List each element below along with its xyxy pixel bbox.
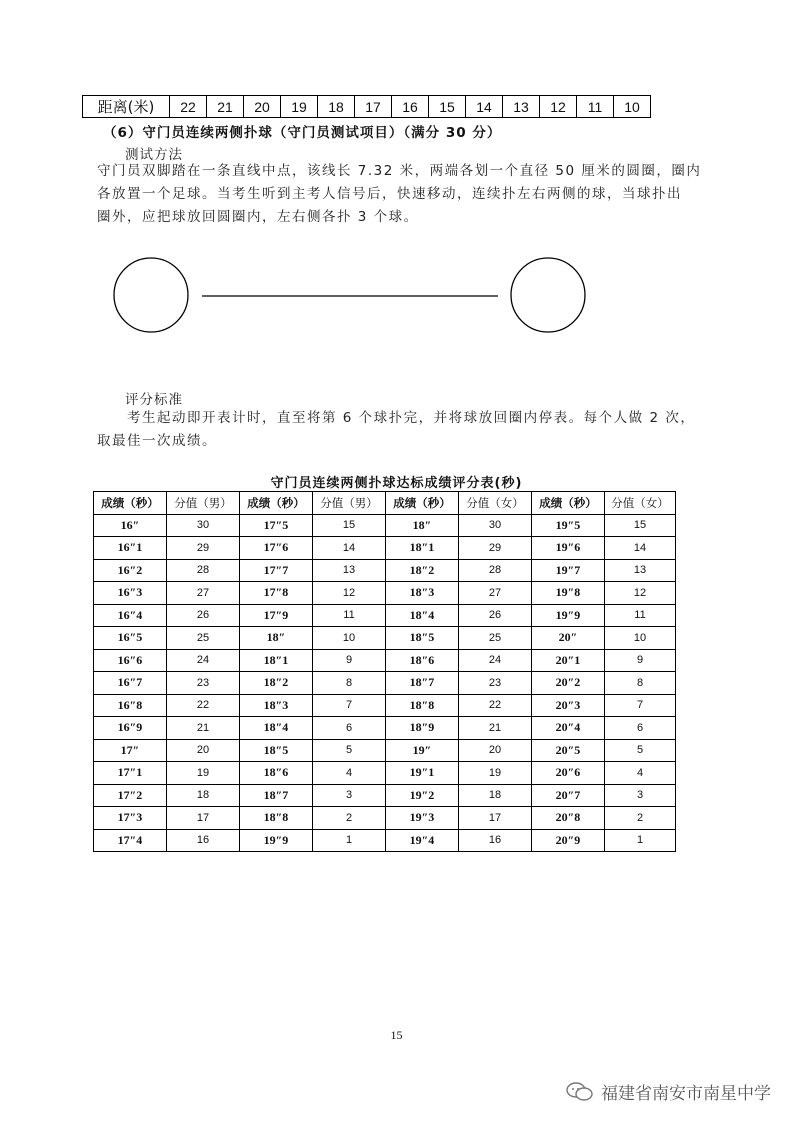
time-cell: 16″7 xyxy=(94,672,167,695)
score-cell: 21 xyxy=(167,717,240,740)
time-cell: 20″9 xyxy=(532,829,605,852)
score-cell: 2 xyxy=(313,807,386,830)
distance-cell: 11 xyxy=(577,96,614,118)
time-cell: 17″6 xyxy=(240,537,313,560)
time-cell: 16″5 xyxy=(94,627,167,650)
time-cell: 16″8 xyxy=(94,694,167,717)
distance-cell: 16 xyxy=(392,96,429,118)
left-circle xyxy=(114,258,188,332)
score-cell: 24 xyxy=(459,649,532,672)
time-cell: 18″2 xyxy=(386,559,459,582)
field-diagram xyxy=(110,255,590,337)
score-table-header xyxy=(94,492,676,515)
time-cell: 17″4 xyxy=(94,829,167,852)
watermark xyxy=(565,1079,771,1104)
score-cell: 14 xyxy=(605,537,676,560)
time-cell: 19″8 xyxy=(532,582,605,605)
time-cell: 20″8 xyxy=(532,807,605,830)
distance-cell: 10 xyxy=(614,96,651,118)
distance-cell: 22 xyxy=(170,96,207,118)
score-cell: 27 xyxy=(459,582,532,605)
time-cell: 20″1 xyxy=(532,649,605,672)
score-cell: 3 xyxy=(313,784,386,807)
right-circle xyxy=(511,258,585,332)
distance-table xyxy=(82,95,651,118)
time-cell: 17″ xyxy=(94,739,167,762)
score-cell: 22 xyxy=(459,694,532,717)
score-cell: 18 xyxy=(459,784,532,807)
section-title: （6）守门员连续两侧扑球（守门员测试项目）（满分 30 分） xyxy=(103,125,502,141)
table-row xyxy=(94,582,676,605)
score-cell: 7 xyxy=(605,694,676,717)
time-cell: 19″2 xyxy=(386,784,459,807)
score-cell: 13 xyxy=(313,559,386,582)
scoring-line: 考生起动即开表计时，直至将第 6 个球扑完，并将球放回圈内停表。每个人做 2 次， xyxy=(127,410,696,426)
time-cell: 19″5 xyxy=(532,514,605,537)
time-cell: 20″4 xyxy=(532,717,605,740)
score-cell: 22 xyxy=(167,694,240,717)
score-cell: 21 xyxy=(459,717,532,740)
table-row xyxy=(94,627,676,650)
time-cell: 20″2 xyxy=(532,672,605,695)
score-cell: 13 xyxy=(605,559,676,582)
header-cell: 分值（男） xyxy=(313,492,386,515)
time-cell: 16″1 xyxy=(94,537,167,560)
score-cell: 29 xyxy=(167,537,240,560)
table-row xyxy=(94,694,676,717)
time-cell: 17″7 xyxy=(240,559,313,582)
distance-cell: 21 xyxy=(207,96,244,118)
score-cell: 17 xyxy=(167,807,240,830)
header-cell: 成绩（秒） xyxy=(94,492,167,515)
score-cell: 16 xyxy=(167,829,240,852)
table-row xyxy=(94,649,676,672)
score-cell: 26 xyxy=(459,604,532,627)
time-cell: 18″3 xyxy=(240,694,313,717)
time-cell: 16″4 xyxy=(94,604,167,627)
score-cell: 7 xyxy=(313,694,386,717)
time-cell: 18″4 xyxy=(240,717,313,740)
table-row xyxy=(94,514,676,537)
time-cell: 19″ xyxy=(386,739,459,762)
score-cell: 5 xyxy=(605,739,676,762)
score-cell: 14 xyxy=(313,537,386,560)
time-cell: 18″2 xyxy=(240,672,313,695)
table-row xyxy=(94,762,676,785)
time-cell: 18″6 xyxy=(240,762,313,785)
time-cell: 18″ xyxy=(386,514,459,537)
score-cell: 12 xyxy=(605,582,676,605)
score-cell: 16 xyxy=(459,829,532,852)
time-cell: 16″9 xyxy=(94,717,167,740)
score-cell: 28 xyxy=(167,559,240,582)
time-cell: 19″3 xyxy=(386,807,459,830)
score-cell: 8 xyxy=(605,672,676,695)
score-cell: 20 xyxy=(167,739,240,762)
time-cell: 18″1 xyxy=(386,537,459,560)
time-cell: 16″2 xyxy=(94,559,167,582)
distance-cell: 14 xyxy=(466,96,503,118)
score-cell: 18 xyxy=(167,784,240,807)
time-cell: 20″6 xyxy=(532,762,605,785)
distance-row xyxy=(83,96,651,118)
score-cell: 19 xyxy=(459,762,532,785)
score-table-title: 守门员连续两侧扑球达标成绩评分表(秒) xyxy=(270,476,523,491)
score-cell: 23 xyxy=(167,672,240,695)
score-cell: 20 xyxy=(459,739,532,762)
score-cell: 9 xyxy=(313,649,386,672)
table-row xyxy=(94,807,676,830)
score-cell: 26 xyxy=(167,604,240,627)
time-cell: 19″6 xyxy=(532,537,605,560)
table-row xyxy=(94,784,676,807)
header-cell: 成绩（秒） xyxy=(532,492,605,515)
score-cell: 15 xyxy=(605,514,676,537)
score-cell: 25 xyxy=(459,627,532,650)
score-cell: 2 xyxy=(605,807,676,830)
header-cell: 成绩（秒） xyxy=(240,492,313,515)
score-cell: 28 xyxy=(459,559,532,582)
score-cell: 1 xyxy=(313,829,386,852)
distance-cell: 18 xyxy=(318,96,355,118)
score-cell: 1 xyxy=(605,829,676,852)
time-cell: 18″7 xyxy=(240,784,313,807)
score-cell: 23 xyxy=(459,672,532,695)
time-cell: 17″1 xyxy=(94,762,167,785)
time-cell: 18″5 xyxy=(240,739,313,762)
distance-cell: 20 xyxy=(244,96,281,118)
table-row xyxy=(94,739,676,762)
time-cell: 20″ xyxy=(532,627,605,650)
time-cell: 19″9 xyxy=(240,829,313,852)
distance-cell: 15 xyxy=(429,96,466,118)
score-cell: 11 xyxy=(605,604,676,627)
score-cell: 30 xyxy=(459,514,532,537)
score-cell: 6 xyxy=(605,717,676,740)
score-cell: 8 xyxy=(313,672,386,695)
table-row xyxy=(94,537,676,560)
method-line: 守门员双脚踏在一条直线中点，该线长 7.32 米，两端各划一个直径 50 厘米的圆圈，圈内 xyxy=(97,163,702,179)
scoring-heading: 评分标准 xyxy=(125,392,183,408)
score-cell: 29 xyxy=(459,537,532,560)
table-row xyxy=(94,604,676,627)
score-cell: 12 xyxy=(313,582,386,605)
score-cell: 30 xyxy=(167,514,240,537)
score-cell: 10 xyxy=(313,627,386,650)
time-cell: 19″4 xyxy=(386,829,459,852)
time-cell: 18″9 xyxy=(386,717,459,740)
score-cell: 4 xyxy=(605,762,676,785)
method-heading: 测试方法 xyxy=(125,147,183,163)
table-row xyxy=(94,672,676,695)
method-text xyxy=(97,160,701,229)
time-cell: 17″5 xyxy=(240,514,313,537)
time-cell: 17″9 xyxy=(240,604,313,627)
time-cell: 18″8 xyxy=(240,807,313,830)
score-cell: 4 xyxy=(313,762,386,785)
table-row xyxy=(94,717,676,740)
time-cell: 18″7 xyxy=(386,672,459,695)
time-cell: 18″1 xyxy=(240,649,313,672)
time-cell: 19″9 xyxy=(532,604,605,627)
page-number: 15 xyxy=(390,1028,403,1042)
score-cell: 3 xyxy=(605,784,676,807)
time-cell: 20″3 xyxy=(532,694,605,717)
method-line: 圈外，应把球放回圆圈内，左右侧各扑 3 个球。 xyxy=(97,209,419,225)
time-cell: 18″3 xyxy=(386,582,459,605)
time-cell: 16″3 xyxy=(94,582,167,605)
score-cell: 11 xyxy=(313,604,386,627)
time-cell: 18″8 xyxy=(386,694,459,717)
wechat-icon xyxy=(565,1081,595,1103)
time-cell: 18″5 xyxy=(386,627,459,650)
distance-cell: 19 xyxy=(281,96,318,118)
time-cell: 16″6 xyxy=(94,649,167,672)
score-cell: 10 xyxy=(605,627,676,650)
header-cell: 成绩（秒） xyxy=(386,492,459,515)
time-cell: 19″7 xyxy=(532,559,605,582)
distance-cell: 17 xyxy=(355,96,392,118)
score-cell: 15 xyxy=(313,514,386,537)
time-cell: 17″3 xyxy=(94,807,167,830)
distance-label: 距离(米) xyxy=(83,96,170,118)
time-cell: 17″2 xyxy=(94,784,167,807)
distance-cell: 12 xyxy=(540,96,577,118)
score-table xyxy=(93,491,676,852)
time-cell: 19″1 xyxy=(386,762,459,785)
header-cell: 分值（女） xyxy=(459,492,532,515)
table-row xyxy=(94,559,676,582)
scoring-line: 取最佳一次成绩。 xyxy=(97,433,217,449)
time-cell: 20″5 xyxy=(532,739,605,762)
method-line: 各放置一个足球。当考生听到主考人信号后，快速移动，连续扑左右两侧的球，当球扑出 xyxy=(97,186,682,202)
watermark-text: 福建省南安市南星中学 xyxy=(601,1084,771,1104)
score-cell: 24 xyxy=(167,649,240,672)
score-table-body xyxy=(94,514,676,852)
time-cell: 18″4 xyxy=(386,604,459,627)
time-cell: 16″ xyxy=(94,514,167,537)
score-cell: 6 xyxy=(313,717,386,740)
table-row xyxy=(94,829,676,852)
time-cell: 20″7 xyxy=(532,784,605,807)
scoring-text xyxy=(97,407,695,453)
header-cell: 分值（男） xyxy=(167,492,240,515)
time-cell: 18″ xyxy=(240,627,313,650)
time-cell: 18″6 xyxy=(386,649,459,672)
score-cell: 5 xyxy=(313,739,386,762)
time-cell: 17″8 xyxy=(240,582,313,605)
score-cell: 25 xyxy=(167,627,240,650)
score-cell: 17 xyxy=(459,807,532,830)
distance-cell: 13 xyxy=(503,96,540,118)
header-cell: 分值（女） xyxy=(605,492,676,515)
score-cell: 19 xyxy=(167,762,240,785)
score-cell: 27 xyxy=(167,582,240,605)
score-cell: 9 xyxy=(605,649,676,672)
